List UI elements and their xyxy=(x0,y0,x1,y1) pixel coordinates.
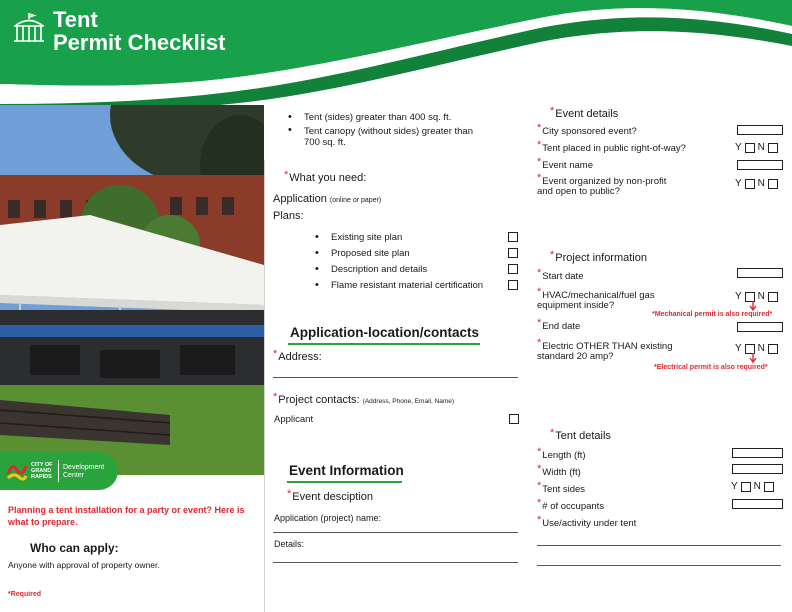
event-details-heading: *Event details xyxy=(550,105,619,120)
electric-line-2: standard 20 amp? xyxy=(537,351,614,362)
plan-item-3-label: Description and details xyxy=(331,264,428,275)
size-bullet-2 xyxy=(304,126,484,148)
plan-item-1-label: Existing site plan xyxy=(331,232,403,243)
what-you-need-label: What you need: xyxy=(289,172,367,184)
tent-sides-no-checkbox[interactable] xyxy=(764,482,774,492)
plan-item-4-label: Flame resistant material certification xyxy=(331,280,484,291)
electric-no-checkbox[interactable] xyxy=(768,344,778,354)
city-sponsored-text: City sponsored event? xyxy=(542,126,637,137)
event-name-text: Event name xyxy=(542,160,593,171)
right-of-way-yn xyxy=(735,142,778,153)
electric-yes-label: Y xyxy=(735,343,742,354)
address-label: *Address: xyxy=(273,348,322,363)
application-line xyxy=(273,193,381,205)
size-bullet-2-text: Tent canopy (without sides) greater than 700 sq. ft. xyxy=(304,126,473,148)
required-note: *Required xyxy=(8,591,42,598)
event-description-text: Event desciption xyxy=(292,491,373,503)
right-of-way-no-checkbox[interactable] xyxy=(768,143,778,153)
project-info-heading: *Project information xyxy=(550,249,647,264)
plan-item-1 xyxy=(331,232,402,243)
length-text: Length (ft) xyxy=(542,450,586,461)
end-date-field[interactable] xyxy=(737,322,783,332)
applicant-checkbox[interactable] xyxy=(509,414,519,424)
applicant-label: Applicant xyxy=(274,414,314,425)
right-of-way-yes-checkbox[interactable] xyxy=(745,143,755,153)
start-date-text: Start date xyxy=(542,271,584,282)
plan-item-4 xyxy=(331,280,483,291)
hvac-no-checkbox[interactable] xyxy=(768,292,778,302)
electric-no-label: N xyxy=(757,343,765,354)
nonprofit-line-1: Event organized by non-profit xyxy=(542,176,667,187)
length-field[interactable] xyxy=(732,448,783,458)
city-logo-icon xyxy=(6,460,28,482)
application-label: Application xyxy=(273,193,327,205)
nonprofit-yn xyxy=(735,178,778,189)
elec-permit-note: *Electrical permit is also required* xyxy=(654,364,768,371)
logo-city-line-3: RAPIDS xyxy=(31,474,52,480)
tent-sides-no-label: N xyxy=(753,481,761,492)
right-of-way-label: *Tent placed in public right-of-way? xyxy=(537,139,686,154)
logo-city-line-2: GRAND xyxy=(31,468,52,474)
event-description-label: *Event desciption xyxy=(287,488,373,503)
page-title xyxy=(53,8,225,54)
logo-dept-line-1: Development xyxy=(63,464,105,471)
start-date-label: *Start date xyxy=(537,267,584,282)
electric-yes-checkbox[interactable] xyxy=(745,344,755,354)
tent-sides-yes-label: Y xyxy=(731,481,738,492)
use-activity-label: *Use/activity under tent xyxy=(537,514,637,529)
occupants-text: # of occupants xyxy=(542,501,605,512)
tent-sides-text: Tent sides xyxy=(542,484,586,495)
tent-sides-label: *Tent sides xyxy=(537,480,586,495)
who-can-apply-text: Anyone with approval of property owner. xyxy=(8,560,160,570)
contacts-label-text: Project contacts: xyxy=(278,394,360,406)
column-divider xyxy=(264,160,265,612)
plans-label: Plans: xyxy=(273,210,304,222)
use-activity-line-2[interactable] xyxy=(537,565,781,566)
use-activity-line-1[interactable] xyxy=(537,545,781,546)
size-bullet-1-text: Tent (sides) greater than 400 sq. ft. xyxy=(304,112,452,123)
elec-arrow-icon xyxy=(749,353,757,363)
hvac-yes-checkbox[interactable] xyxy=(745,292,755,302)
city-sponsored-field[interactable] xyxy=(737,125,783,135)
occupants-field[interactable] xyxy=(732,499,783,509)
title-line-1: Tent xyxy=(53,7,98,32)
tent-sides-yes-checkbox[interactable] xyxy=(741,482,751,492)
use-activity-text: Use/activity under tent xyxy=(542,518,637,529)
plan-item-3 xyxy=(331,264,427,275)
width-label: *Width (ft) xyxy=(537,463,581,478)
nonprofit-no-checkbox[interactable] xyxy=(768,179,778,189)
tent-details-heading-text: Tent details xyxy=(555,430,611,442)
intro-text: Planning a tent installation for a party or event? Here is what to prepare. xyxy=(8,505,245,527)
plan-item-4-checkbox[interactable] xyxy=(508,280,518,290)
right-of-way-text: Tent placed in public right-of-way? xyxy=(542,143,686,154)
hvac-yes-label: Y xyxy=(735,291,742,302)
hvac-label: *HVAC/mechanical/fuel gas equipment inside? xyxy=(537,286,655,311)
plan-item-3-checkbox[interactable] xyxy=(508,264,518,274)
plan-item-1-checkbox[interactable] xyxy=(508,232,518,242)
logo-dept-line-2: Center xyxy=(63,472,85,479)
who-can-apply-heading: Who can apply: xyxy=(30,541,119,555)
address-line[interactable] xyxy=(273,377,518,378)
project-info-heading-text: Project information xyxy=(555,252,647,264)
electric-line-1: Electric OTHER THAN existing xyxy=(542,341,673,352)
width-field[interactable] xyxy=(732,464,783,474)
event-info-heading: Event Information xyxy=(289,463,404,478)
mech-arrow-icon xyxy=(749,301,757,311)
nonprofit-line-2: and open to public? xyxy=(537,186,620,197)
hvac-line-2: equipment inside? xyxy=(537,300,615,311)
city-sponsored-label: *City sponsored event? xyxy=(537,122,637,137)
what-you-need: *What you need: xyxy=(284,169,367,184)
tent-sides-yn xyxy=(731,481,774,492)
app-name-line[interactable] xyxy=(273,532,518,533)
start-date-field[interactable] xyxy=(737,268,783,278)
plan-item-2-checkbox[interactable] xyxy=(508,248,518,258)
event-name-label: *Event name xyxy=(537,156,593,171)
nonprofit-yes-checkbox[interactable] xyxy=(745,179,755,189)
occupants-label: *# of occupants xyxy=(537,497,605,512)
logo-city-line-1: CITY OF xyxy=(31,462,53,468)
contacts-label: *Project contacts: (Address, Phone, Email, Name) xyxy=(273,391,455,406)
details-label: Details: xyxy=(274,539,305,549)
nonprofit-yes-label: Y xyxy=(735,178,742,189)
hvac-no-label: N xyxy=(757,291,765,302)
tent-photo xyxy=(0,105,264,475)
length-label: *Length (ft) xyxy=(537,446,586,461)
mech-permit-note: *Mechanical permit is also required* xyxy=(652,311,773,318)
event-details-heading-text: Event details xyxy=(555,108,619,120)
hvac-line-1: HVAC/mechanical/fuel gas xyxy=(542,290,655,301)
app-name-label: Application (project) name: xyxy=(274,513,382,523)
nonprofit-no-label: N xyxy=(757,178,765,189)
width-text: Width (ft) xyxy=(542,467,581,478)
nonprofit-label: *Event organized by non-profit and open to public? xyxy=(537,172,667,197)
application-small: (online or paper) xyxy=(329,197,382,204)
end-date-text: End date xyxy=(542,321,581,332)
address-label-text: Address: xyxy=(278,351,322,363)
details-line[interactable] xyxy=(273,562,518,563)
event-name-field[interactable] xyxy=(737,160,783,170)
plan-item-2 xyxy=(331,248,410,259)
electric-label: *Electric OTHER THAN existing standard 20 amp? xyxy=(537,337,673,362)
contacts-small: (Address, Phone, Email, Name) xyxy=(362,398,455,405)
app-location-heading: Application-location/contacts xyxy=(290,325,480,340)
app-location-underline xyxy=(288,343,480,345)
tent-icon xyxy=(12,12,46,44)
plan-item-2-label: Proposed site plan xyxy=(331,248,410,259)
tent-details-heading: *Tent details xyxy=(550,427,611,442)
city-logo xyxy=(0,452,118,490)
event-info-underline xyxy=(287,481,402,483)
end-date-label: *End date xyxy=(537,317,581,332)
size-bullet-1 xyxy=(304,112,504,123)
right-of-way-no-label: N xyxy=(757,142,765,153)
right-of-way-yes-label: Y xyxy=(735,142,742,153)
title-line-2: Permit Checklist xyxy=(53,30,226,55)
